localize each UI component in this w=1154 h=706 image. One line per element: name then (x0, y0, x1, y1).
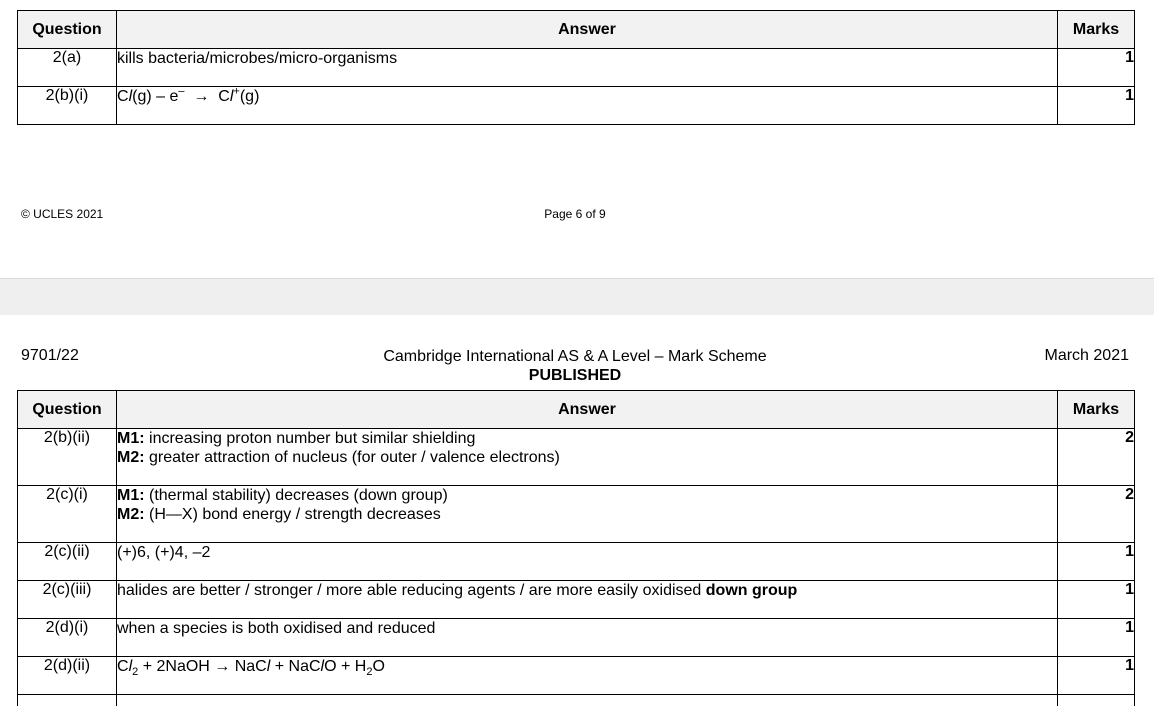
marks-cell: 1 (1058, 657, 1135, 695)
answer-cell: when a species is both oxidised and reduced (117, 619, 1058, 657)
copyright-footer: © UCLES 2021 (21, 207, 104, 221)
page-number: Page 6 of 9 (544, 207, 606, 221)
question-cell: 2(d)(i) (18, 619, 117, 657)
title-text: Cambridge International AS & A Level – Mark Scheme (383, 348, 767, 365)
question-cell: 2(a) (18, 49, 117, 87)
table-row (18, 49, 1135, 87)
marks-cell: 1 (1058, 49, 1135, 87)
document-title (0, 347, 1150, 385)
marks-cell: 1 (1058, 619, 1135, 657)
marks-cell (1058, 695, 1135, 706)
question-header: Question (18, 11, 117, 49)
answer-cell: halides are better / stronger / more able reducing agents / are more easily oxidised down group (117, 581, 1058, 619)
table-row (18, 87, 1135, 125)
marks-cell: 2 (1058, 429, 1135, 486)
marks-header: Marks (1058, 11, 1135, 49)
answer-cell: $Cl_2$ + 2NaOH → NaCl + NaClO + $H_2O$ (117, 657, 1058, 695)
question-cell (18, 695, 117, 706)
table-header-row (18, 11, 1135, 49)
marks-header: Marks (1058, 391, 1135, 429)
marks-cell: 1 (1058, 543, 1135, 581)
marks-cell: 1 (1058, 87, 1135, 125)
question-header: Question (18, 391, 117, 429)
answer-header: Answer (117, 391, 1058, 429)
question-cell: 2(d)(ii) (18, 657, 117, 695)
answer-cell: kills bacteria/microbes/micro-organisms (117, 49, 1058, 87)
table-header-row (18, 391, 1135, 429)
page-gap (0, 278, 1154, 316)
table-row (18, 619, 1135, 657)
table-row (18, 695, 1135, 706)
question-cell: 2(b)(i) (18, 87, 117, 125)
table-row (18, 486, 1135, 543)
answer-cell: Cl(g) – e– → Cl+(g) (117, 87, 1058, 125)
mark-scheme-table-bottom (17, 390, 1135, 706)
exam-date: March 2021 (1044, 347, 1129, 364)
answer-cell: (+)6, (+)4, –2 (117, 543, 1058, 581)
marks-cell: 2 (1058, 486, 1135, 543)
table-row (18, 657, 1135, 695)
question-cell: 2(c)(ii) (18, 543, 117, 581)
question-cell: 2(c)(iii) (18, 581, 117, 619)
answer-header: Answer (117, 11, 1058, 49)
page-7 (0, 315, 1154, 706)
paper-code: 9701/22 (21, 347, 79, 364)
question-cell: 2(c)(i) (18, 486, 117, 543)
table-row (18, 581, 1135, 619)
table-row (18, 429, 1135, 486)
table-row (18, 543, 1135, 581)
answer-cell: M1: (thermal stability) decreases (down group) M2: (H—X) bond energy / strength decreases (117, 486, 1058, 543)
published-label: PUBLISHED (528, 367, 622, 384)
answer-cell: M1: increasing proton number but similar shielding M2: greater attraction of nucleus (for outer / valence electrons) (117, 429, 1058, 486)
question-cell: 2(b)(ii) (18, 429, 117, 486)
marks-cell: 1 (1058, 581, 1135, 619)
page-6 (0, 0, 1154, 278)
mark-scheme-table-top (17, 10, 1135, 125)
answer-cell (117, 695, 1058, 706)
